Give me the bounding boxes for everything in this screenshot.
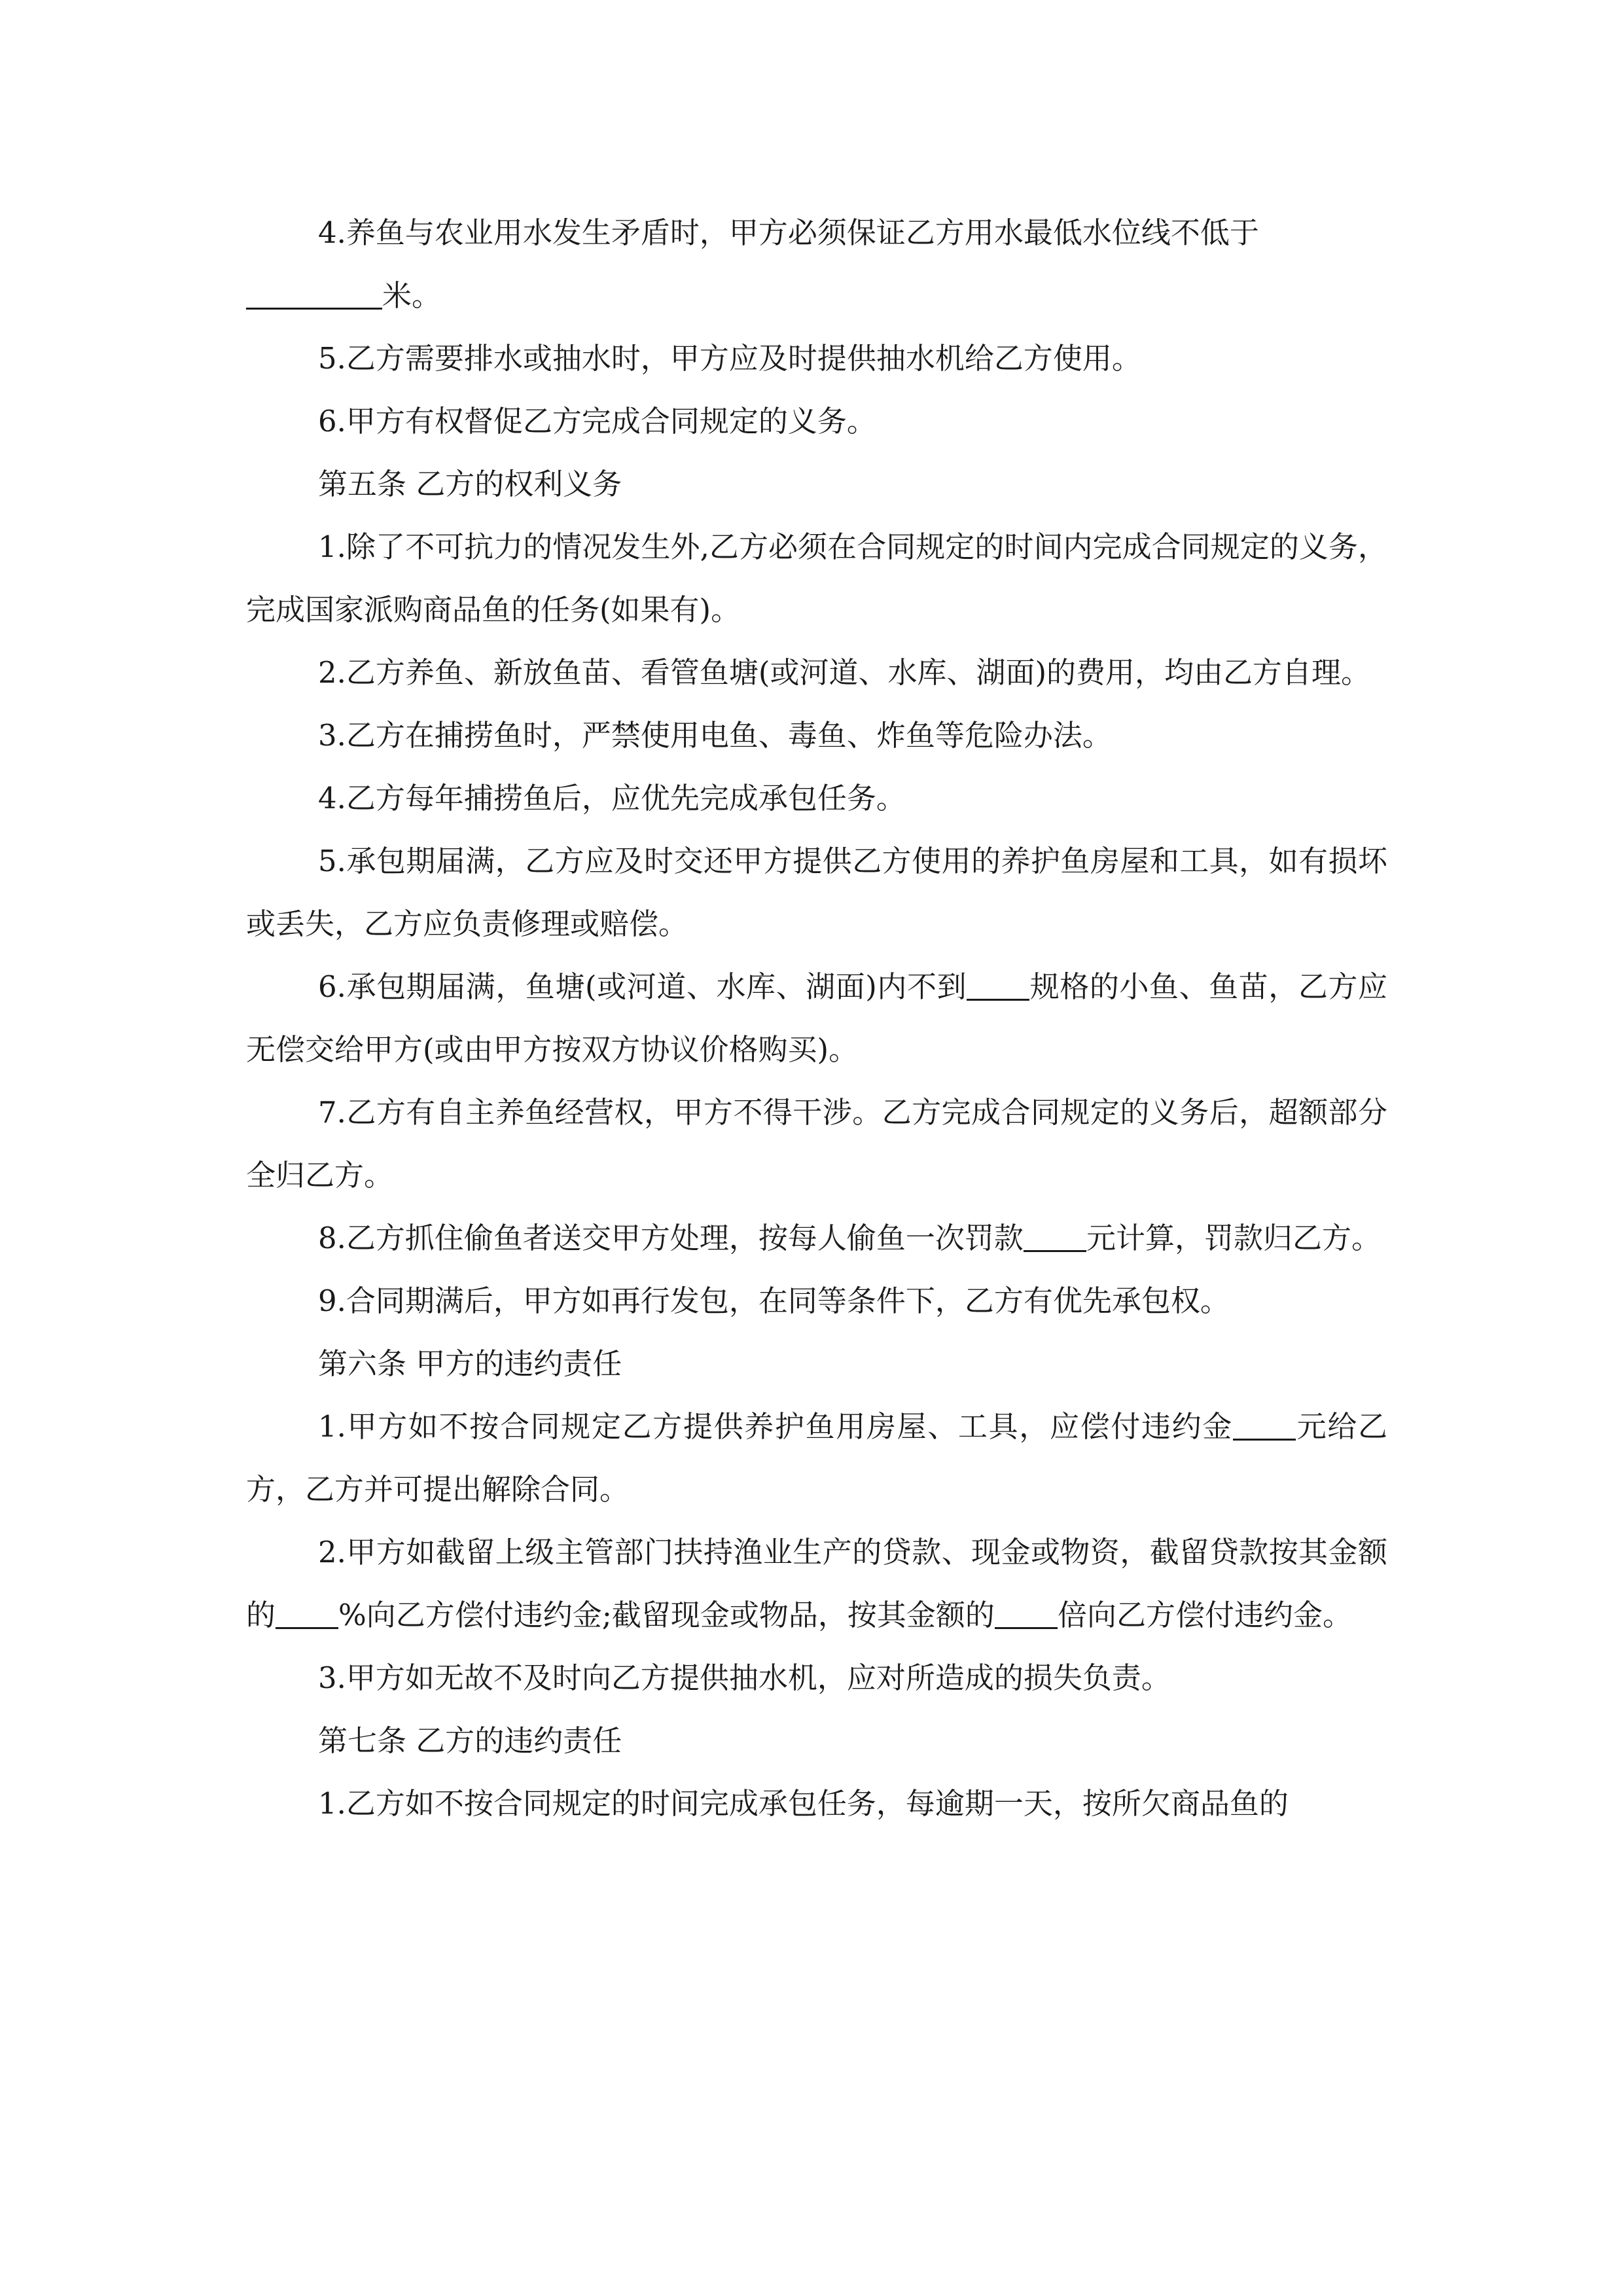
clause-text: 6.承包期届满，鱼塘(或河道、水库、湖面)内不到 (318, 969, 967, 1004)
clause-text: 4.养鱼与农业用水发生矛盾时，甲方必须保证乙方用水最低水位线不低于 (318, 215, 1259, 250)
clause-4-6: 6.甲方有权督促乙方完成合同规定的义务。 (318, 404, 876, 439)
article-5-heading: 第五条 乙方的权利义务 (318, 467, 622, 501)
fill-blank-multiple[interactable] (995, 1593, 1058, 1629)
document-body (246, 202, 1387, 1835)
clause-4-5: 5.乙方需要排水或抽水时，甲方应及时提供抽水机给乙方使用。 (318, 341, 1141, 376)
clause-text-tail: 元给乙方，乙方并可提出解除合同。 (246, 1409, 1387, 1507)
clause-5-1: 1.除了不可抗力的情况发生外,乙方必须在合同规定的时间内完成合同规定的义务，完成国家派购商品鱼的任务(如果有)。 (246, 529, 1387, 627)
clause-text-tail: 倍向乙方偿付违约金。 (1057, 1598, 1352, 1632)
clause-text: 2.甲方如截留上级主管部门扶持渔业生产的贷款、现金或物资，截留贷款按其金额的 (246, 1535, 1387, 1632)
clause-text-tail: 米。 (382, 278, 442, 313)
article-7-heading: 第七条 乙方的违约责任 (318, 1723, 622, 1758)
clause-5-9: 9.合同期满后，甲方如再行发包，在同等条件下，乙方有优先承包权。 (318, 1283, 1230, 1318)
clause-5-4: 4.乙方每年捕捞鱼后，应优先完成承包任务。 (318, 781, 906, 816)
clause-text: 8.乙方抓住偷鱼者送交甲方处理，按每人偷鱼一次罚款 (318, 1221, 1024, 1255)
clause-5-5: 5.承包期届满，乙方应及时交还甲方提供乙方使用的养护鱼房屋和工具，如有损坏或丢失，乙方应负责修理或赔偿。 (246, 844, 1387, 941)
fill-blank-fish-size[interactable] (967, 965, 1029, 1001)
fill-blank-fine-amount[interactable] (1024, 1216, 1086, 1252)
clause-7-1: 1.乙方如不按合同规定的时间完成承包任务，每逾期一天，按所欠商品鱼的 (318, 1786, 1289, 1821)
clause-text: 1.甲方如不按合同规定乙方提供养护鱼用房屋、工具，应偿付违约金 (318, 1409, 1233, 1444)
fill-blank-penalty[interactable] (1233, 1405, 1296, 1441)
clause-4-4 (246, 202, 1387, 327)
article-6-heading: 第六条 甲方的违约责任 (318, 1346, 622, 1381)
clause-text-mid: %向乙方偿付违约金;截留现金或物品，按其金额的 (338, 1598, 995, 1632)
clause-5-6 (246, 956, 1387, 1081)
clause-5-2: 2.乙方养鱼、新放鱼苗、看管鱼塘(或河道、水库、湖面)的费用，均由乙方自理。 (318, 655, 1371, 690)
fill-blank-percent[interactable] (276, 1593, 338, 1629)
clause-5-8 (246, 1207, 1387, 1270)
clause-text-tail: 规格的小鱼、鱼苗，乙方应无偿交给甲方(或由甲方按双方协议价格购买)。 (246, 969, 1387, 1067)
fill-blank-water-level[interactable] (246, 274, 382, 310)
clause-5-3: 3.乙方在捕捞鱼时，严禁使用电鱼、毒鱼、炸鱼等危险办法。 (318, 718, 1112, 753)
clause-text-tail: 元计算，罚款归乙方。 (1086, 1221, 1381, 1255)
clause-6-1 (246, 1395, 1387, 1521)
clause-6-2 (246, 1521, 1387, 1647)
clause-6-3: 3.甲方如无故不及时向乙方提供抽水机，应对所造成的损失负责。 (318, 1660, 1171, 1695)
clause-5-7: 7.乙方有自主养鱼经营权，甲方不得干涉。乙方完成合同规定的义务后，超额部分全归乙方。 (246, 1095, 1387, 1193)
